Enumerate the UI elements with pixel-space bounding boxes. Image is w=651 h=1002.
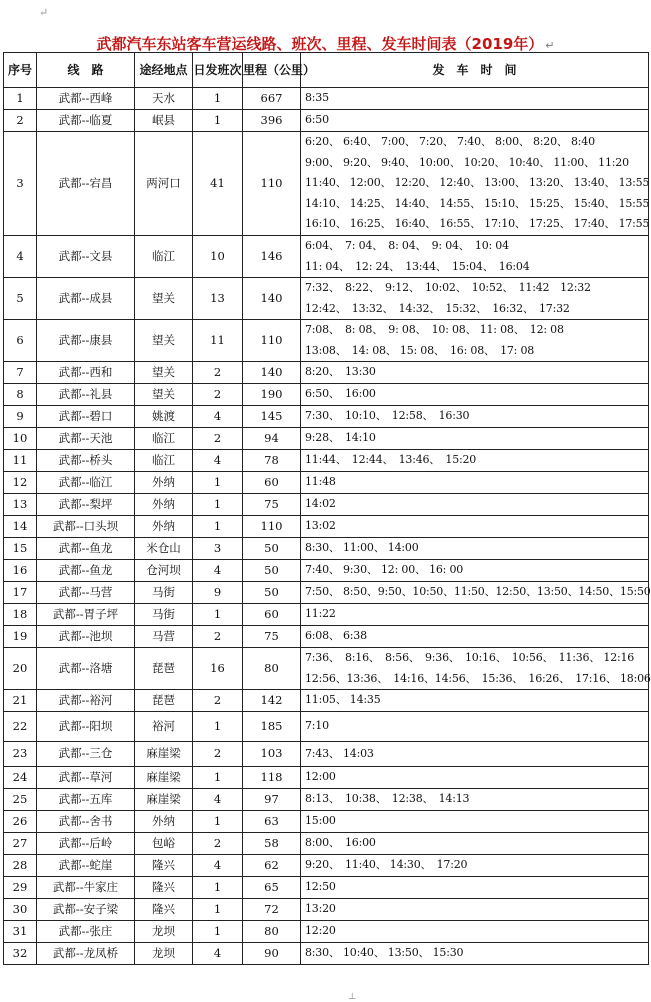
row-num: 18 [4,604,37,626]
row-trips: 4 [193,789,243,811]
row-trips: 3 [193,538,243,560]
row-trips: 1 [193,516,243,538]
row-times [301,742,649,767]
row-trips: 2 [193,626,243,648]
table-row [4,384,649,406]
table-row [4,132,649,236]
row-times [301,110,649,132]
row-route: 武都--五库 [37,789,135,811]
row-num: 27 [4,833,37,855]
row-via: 包峪 [135,833,193,855]
header-num: 序号 [4,53,37,88]
header-times: 发 车 时 间 [301,53,649,88]
table-row [4,943,649,965]
row-times [301,132,649,236]
departure-times-line: 7:36、 8:16、 8:56、 9:36、 10:16、 10:56、 11:36、 12:16 [305,651,635,664]
row-trips: 11 [193,320,243,362]
row-via: 隆兴 [135,899,193,921]
table-row [4,789,649,811]
row-num: 26 [4,811,37,833]
departure-times-line: 6:04、 7: 04、 8: 04、 9: 04、 10: 04 [305,239,509,252]
row-times [301,811,649,833]
row-num: 22 [4,712,37,742]
row-num: 1 [4,88,37,110]
departure-times-line: 13:20 [305,902,336,916]
row-num: 12 [4,472,37,494]
row-via: 裕河 [135,712,193,742]
departure-times-line: 12:42、 13:32、 14:32、 15:32、 16:32、 17:32 [305,301,570,315]
row-km: 185 [243,712,301,742]
row-route: 武都--临夏 [37,110,135,132]
row-num: 14 [4,516,37,538]
row-via: 米仓山 [135,538,193,560]
departure-times-line: 16:10、 16:25、 16:40、 16:55、 17:10、 17:25、 17:40、 17:55 [305,217,650,231]
row-num: 31 [4,921,37,943]
row-num: 8 [4,384,37,406]
row-num: 16 [4,560,37,582]
row-times [301,362,649,384]
row-via: 临江 [135,236,193,278]
row-km: 60 [243,472,301,494]
row-route: 武都--鱼龙 [37,560,135,582]
table-row [4,236,649,278]
row-times [301,516,649,538]
table-row [4,538,649,560]
table-row [4,320,649,362]
row-km: 80 [243,921,301,943]
row-trips: 2 [193,428,243,450]
departure-times-line: 12:56、13:36、 14:16、14:56、 15:36、 16:26、 17:16、 18:06 [305,671,651,685]
row-times [301,494,649,516]
row-route: 武都--裕河 [37,690,135,712]
row-via: 望关 [135,362,193,384]
row-times [301,604,649,626]
departure-times-line: 7:30、 10:10、 12:58、 16:30 [305,409,470,423]
row-num: 7 [4,362,37,384]
header-trips: 日发班次 [193,53,243,88]
row-route: 武都--张庄 [37,921,135,943]
row-trips: 2 [193,362,243,384]
row-times [301,921,649,943]
row-km: 145 [243,406,301,428]
departure-times-line: 11: 04、 12: 24、 13:44、 15:04、 16:04 [305,259,530,273]
row-times [301,428,649,450]
table-row [4,899,649,921]
row-route: 武都--文县 [37,236,135,278]
row-trips: 1 [193,712,243,742]
table-row [4,833,649,855]
row-num: 5 [4,278,37,320]
row-num: 32 [4,943,37,965]
row-route: 武都--碧口 [37,406,135,428]
row-via: 龙坝 [135,921,193,943]
row-km: 667 [243,88,301,110]
row-times [301,712,649,742]
departure-times-line: 7:08、 8: 08、 9: 08、 10: 08、 11: 08、 12: 08 [305,323,564,336]
row-trips: 13 [193,278,243,320]
departure-times-line: 14:02 [305,497,336,511]
row-trips: 16 [193,648,243,690]
departure-times-line: 7:10 [305,719,329,733]
departure-times-line: 12:00 [305,770,336,784]
row-km: 63 [243,811,301,833]
row-route: 武都--洛塘 [37,648,135,690]
row-km: 110 [243,132,301,236]
row-km: 78 [243,450,301,472]
row-trips: 1 [193,494,243,516]
paragraph-mark: ↵ [39,6,49,19]
row-km: 97 [243,789,301,811]
departure-times-line: 7:50、 8:50、9:50、10:50、11:50、12:50、13:50、14:50、15:50 [305,585,651,599]
row-via: 天水 [135,88,193,110]
row-trips: 9 [193,582,243,604]
row-trips: 1 [193,811,243,833]
departure-times-line: 6:50 [305,113,329,127]
row-via: 马街 [135,604,193,626]
row-route: 武都--成县 [37,278,135,320]
row-times [301,320,649,362]
row-via: 仓河坝 [135,560,193,582]
departure-times-line: 11:05、 14:35 [305,693,381,707]
row-num: 23 [4,742,37,767]
row-via: 望关 [135,278,193,320]
departure-times-line: 11:44、 12:44、 13:46、 15:20 [305,453,477,467]
table-row [4,472,649,494]
row-km: 140 [243,362,301,384]
row-route: 武都--牛家庄 [37,877,135,899]
row-via: 马街 [135,582,193,604]
row-times [301,278,649,320]
table-row [4,877,649,899]
departure-times-line: 6:08、 6:38 [305,629,367,643]
row-via: 隆兴 [135,877,193,899]
row-km: 75 [243,626,301,648]
row-num: 19 [4,626,37,648]
departure-times-line: 6:20、 6:40、 7:00、 7:20、 7:40、 8:00、 8:20、 8:40 [305,135,595,149]
row-route: 武都--宕昌 [37,132,135,236]
row-trips: 1 [193,604,243,626]
row-route: 武都--后岭 [37,833,135,855]
row-times [301,648,649,690]
row-trips: 1 [193,88,243,110]
row-km: 50 [243,538,301,560]
table-row [4,88,649,110]
row-trips: 1 [193,472,243,494]
row-km: 110 [243,516,301,538]
row-km: 62 [243,855,301,877]
table-row [4,406,649,428]
table-row [4,560,649,582]
row-via: 外纳 [135,472,193,494]
departure-times-line: 15:00 [305,814,336,828]
row-route: 武都--龙凤桥 [37,943,135,965]
table-row [4,582,649,604]
row-trips: 4 [193,943,243,965]
row-route: 武都--口头坝 [37,516,135,538]
row-times [301,690,649,712]
row-num: 30 [4,899,37,921]
row-times [301,472,649,494]
departure-times-line: 8:13、 10:38、 12:38、 14:13 [305,792,470,806]
row-route: 武都--西峰 [37,88,135,110]
row-times [301,943,649,965]
row-num: 13 [4,494,37,516]
row-route: 武都--桥头 [37,450,135,472]
schedule-table [3,52,649,965]
row-km: 140 [243,278,301,320]
row-times [301,560,649,582]
page-title-text: 武都汽车东站客车营运线路、班次、里程、发车时间表（2019年） [96,35,544,53]
departure-times-line: 7:40、 9:30、 12: 00、 16: 00 [305,563,464,577]
row-via: 望关 [135,320,193,362]
row-route: 武都--池坝 [37,626,135,648]
departure-times-line: 8:00、 16:00 [305,836,376,850]
header-via: 途经地点 [135,53,193,88]
row-trips: 41 [193,132,243,236]
departure-times-line: 9:00、 9:20、 9:40、 10:00、 10:20、 10:40、 11:00、 11:20 [305,155,629,169]
row-route: 武都--蛇崖 [37,855,135,877]
row-km: 75 [243,494,301,516]
departure-times-line: 13:02 [305,519,336,533]
row-times [301,406,649,428]
row-km: 65 [243,877,301,899]
row-km: 58 [243,833,301,855]
row-route: 武都--阳坝 [37,712,135,742]
departure-times-line: 13:08、 14: 08、 15: 08、 16: 08、 17: 08 [305,343,535,357]
row-via: 龙坝 [135,943,193,965]
paragraph-mark-icon: ↵ [545,39,555,52]
table-row [4,921,649,943]
row-num: 15 [4,538,37,560]
table-row [4,428,649,450]
row-times [301,582,649,604]
row-times [301,538,649,560]
row-num: 3 [4,132,37,236]
row-km: 90 [243,943,301,965]
row-num: 17 [4,582,37,604]
header-km: 里程（公里） [243,53,301,88]
departure-times-line: 6:50、 16:00 [305,387,376,401]
table-row [4,516,649,538]
row-times [301,877,649,899]
row-km: 60 [243,604,301,626]
table-row [4,278,649,320]
table-row [4,855,649,877]
table-row [4,450,649,472]
footer-mark: ⊥ [348,992,357,1002]
row-trips: 4 [193,855,243,877]
row-km: 72 [243,899,301,921]
row-route: 武都--三仓 [37,742,135,767]
row-times [301,384,649,406]
row-via: 临江 [135,450,193,472]
row-km: 146 [243,236,301,278]
row-num: 21 [4,690,37,712]
row-trips: 1 [193,899,243,921]
row-num: 28 [4,855,37,877]
row-num: 10 [4,428,37,450]
row-km: 118 [243,767,301,789]
row-times [301,626,649,648]
table-row [4,767,649,789]
row-route: 武都--梨坪 [37,494,135,516]
row-times [301,450,649,472]
row-via: 外纳 [135,811,193,833]
table-row [4,494,649,516]
row-route: 武都--礼县 [37,384,135,406]
departure-times-line: 12:20 [305,924,336,938]
departure-times-line: 11:40、 12:00、 12:20、 12:40、 13:00、 13:20、 13:40、 13:55 [305,176,650,190]
row-num: 11 [4,450,37,472]
row-times [301,855,649,877]
row-trips: 2 [193,742,243,767]
row-via: 临江 [135,428,193,450]
table-row [4,742,649,767]
departure-times-line: 8:30、 10:40、 13:50、 15:30 [305,946,464,960]
row-times [301,789,649,811]
row-trips: 4 [193,406,243,428]
row-route: 武都--胃子坪 [37,604,135,626]
row-via: 岷县 [135,110,193,132]
row-num: 29 [4,877,37,899]
row-km: 396 [243,110,301,132]
row-times [301,767,649,789]
row-times [301,833,649,855]
row-via: 麻崖梁 [135,742,193,767]
row-via: 麻崖梁 [135,767,193,789]
row-route: 武都--草河 [37,767,135,789]
departure-times-line: 7:32、 8:22、 9:12、 10:02、 10:52、 11:42 12:32 [305,281,591,294]
departure-times-line: 9:28、 14:10 [305,431,376,445]
row-trips: 2 [193,384,243,406]
row-num: 2 [4,110,37,132]
row-via: 望关 [135,384,193,406]
row-times [301,236,649,278]
row-via: 外纳 [135,516,193,538]
row-trips: 10 [193,236,243,278]
row-route: 武都--鱼龙 [37,538,135,560]
row-trips: 4 [193,560,243,582]
page-title [0,33,651,54]
row-route: 武都--临江 [37,472,135,494]
table-row [4,712,649,742]
row-via: 麻崖梁 [135,789,193,811]
row-trips: 1 [193,110,243,132]
row-via: 两河口 [135,132,193,236]
row-route: 武都--天池 [37,428,135,450]
row-trips: 1 [193,767,243,789]
row-km: 110 [243,320,301,362]
table-row [4,690,649,712]
header-route: 线 路 [37,53,135,88]
table-row [4,811,649,833]
row-km: 50 [243,582,301,604]
departure-times-line: 11:22 [305,607,336,621]
departure-times-line: 8:30、 11:00、 14:00 [305,541,419,555]
row-times [301,899,649,921]
row-km: 94 [243,428,301,450]
header-row [4,53,649,88]
row-via: 姚渡 [135,406,193,428]
row-via: 外纳 [135,494,193,516]
row-via: 隆兴 [135,855,193,877]
row-km: 103 [243,742,301,767]
row-km: 50 [243,560,301,582]
row-num: 24 [4,767,37,789]
row-trips: 2 [193,833,243,855]
row-trips: 2 [193,690,243,712]
row-route: 武都--马营 [37,582,135,604]
departure-times-line: 12:50 [305,880,336,894]
row-trips: 1 [193,877,243,899]
row-route: 武都--舍书 [37,811,135,833]
row-km: 142 [243,690,301,712]
row-trips: 1 [193,921,243,943]
row-num: 20 [4,648,37,690]
row-route: 武都--西和 [37,362,135,384]
row-num: 9 [4,406,37,428]
row-via: 琵琶 [135,690,193,712]
departure-times-line: 8:20、 13:30 [305,365,376,379]
row-trips: 4 [193,450,243,472]
row-km: 80 [243,648,301,690]
table-row [4,110,649,132]
table-row [4,626,649,648]
table-row [4,648,649,690]
departure-times-line: 14:10、 14:25、 14:40、 14:55、 15:10、 15:25、 15:40、 15:55 [305,196,650,210]
table-row [4,362,649,384]
row-via: 马营 [135,626,193,648]
row-via: 琵琶 [135,648,193,690]
departure-times-line: 9:20、 11:40、 14:30、 17:20 [305,858,468,872]
departure-times-line: 8:35 [305,91,329,105]
row-route: 武都--安子梁 [37,899,135,921]
row-times [301,88,649,110]
row-km: 190 [243,384,301,406]
row-route: 武都--康县 [37,320,135,362]
departure-times-line: 7:43、 14:03 [305,746,374,760]
row-num: 25 [4,789,37,811]
departure-times-line: 11:48 [305,475,336,489]
row-num: 4 [4,236,37,278]
table-row [4,604,649,626]
row-num: 6 [4,320,37,362]
